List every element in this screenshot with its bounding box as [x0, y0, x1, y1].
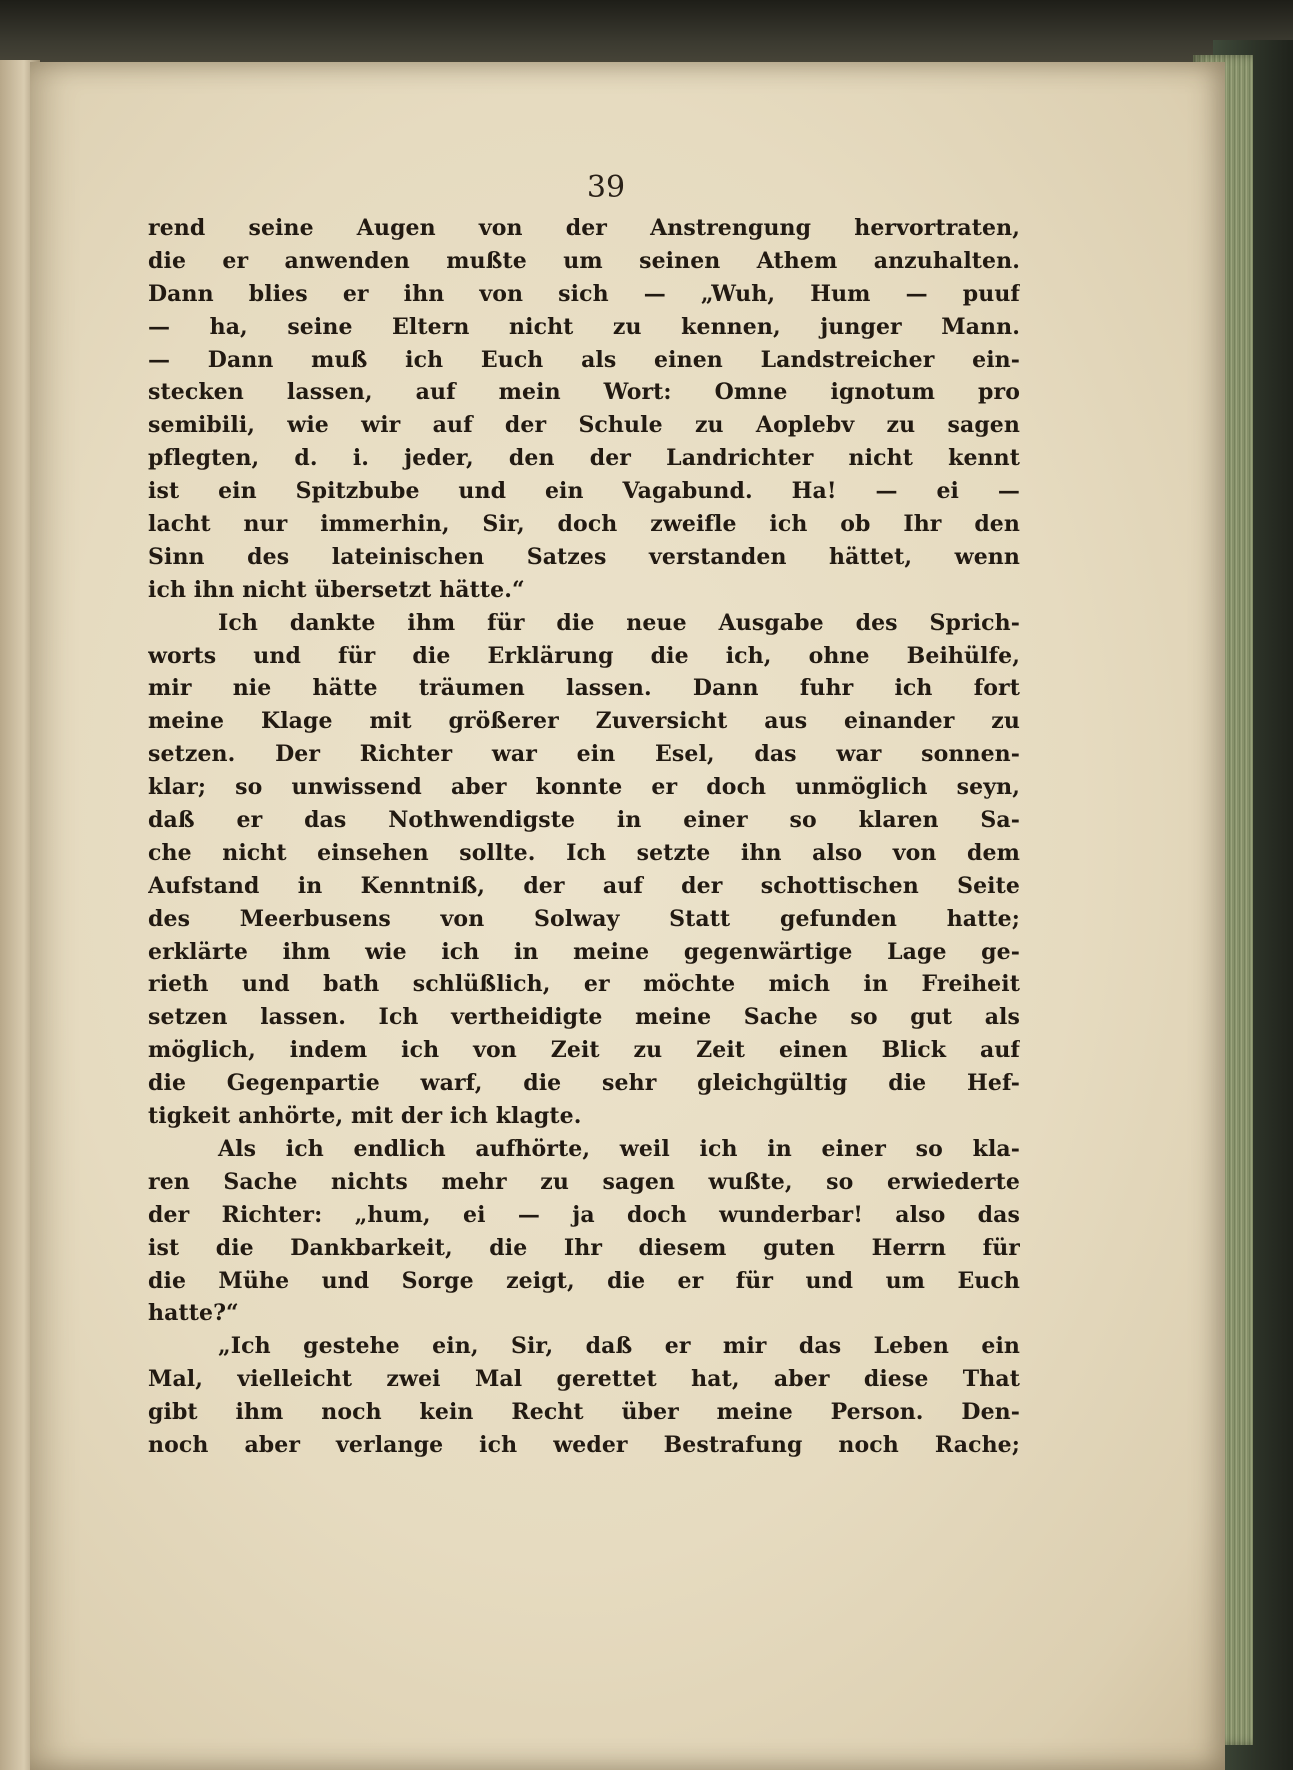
text-line: hatte?“ [148, 1300, 239, 1327]
text-line: Sinn des lateinischen Satzes verstanden hättet, wenn [148, 543, 1020, 570]
text-line: noch aber verlange ich weder Bestrafung noch Rache; [148, 1431, 1020, 1458]
text-line: che nicht einsehen sollte. Ich setzte ihn also von dem [148, 839, 1020, 866]
text-line: worts und für die Erklärung die ich, ohne Beihülfe, [148, 642, 1020, 669]
text-line: des Meerbusens von Solway Statt gefunden hatte; [148, 905, 1020, 932]
text-line: tigkeit anhörte, mit der ich klagte. [148, 1103, 582, 1130]
text-line: rieth und bath schlüßlich, er möchte mich in Freiheit [148, 971, 1020, 998]
text-line: ich ihn nicht übersetzt hätte.“ [148, 576, 525, 603]
text-line: setzen lassen. Ich vertheidigte meine Sache so gut als [148, 1004, 1020, 1031]
text-line: mir nie hätte träumen lassen. Dann fuhr ich fort [148, 675, 1020, 702]
text-line: ist ein Spitzbube und ein Vagabund. Ha! — ei — [148, 478, 1020, 505]
text-line: die Gegenpartie warf, die sehr gleichgültig die Hef- [148, 1070, 1020, 1097]
text-line: der Richter: „hum, ei — ja doch wunderbar! also das [148, 1201, 1020, 1228]
book-page [30, 62, 1225, 1770]
book-cover-top-edge [0, 0, 1293, 70]
text-line: „Ich gestehe ein, Sir, daß er mir das Leben ein [218, 1333, 1020, 1360]
text-line: — Dann muß ich Euch als einen Landstreicher ein- [148, 346, 1020, 373]
text-line: ist die Dankbarkeit, die Ihr diesem guten Herrn für [148, 1234, 1020, 1261]
text-line: Mal, vielleicht zwei Mal gerettet hat, aber diese That [148, 1366, 1020, 1393]
text-line: Ich dankte ihm für die neue Ausgabe des Sprich- [218, 609, 1020, 636]
text-line: möglich, indem ich von Zeit zu Zeit einen Blick auf [148, 1037, 1020, 1064]
text-line: daß er das Nothwendigste in einer so klaren Sa- [148, 807, 1020, 834]
text-line: stecken lassen, auf mein Wort: Omne ignotum pro [148, 379, 1020, 406]
text-line: Als ich endlich aufhörte, weil ich in einer so kla- [218, 1135, 1020, 1162]
body-text [148, 212, 1020, 1462]
page-number: 39 [586, 170, 626, 205]
text-line: meine Klage mit größerer Zuversicht aus einander zu [148, 708, 1020, 735]
text-line: gibt ihm noch kein Recht über meine Person. Den- [148, 1399, 1020, 1426]
text-line: Dann blies er ihn von sich — „Wuh, Hum — puuf [148, 280, 1020, 307]
text-line: erklärte ihm wie ich in meine gegenwärtige Lage ge- [148, 938, 1020, 965]
text-line: lacht nur immerhin, Sir, doch zweifle ich ob Ihr den [148, 511, 1020, 538]
text-line: rend seine Augen von der Anstrengung hervortraten, [148, 215, 1020, 241]
text-line: die Mühe und Sorge zeigt, die er für und um Euch [148, 1267, 1020, 1294]
text-line: pflegten, d. i. jeder, den der Landrichter nicht kennt [148, 445, 1020, 472]
text-line: semibili, wie wir auf der Schule zu Aoplebv zu sagen [148, 412, 1020, 439]
text-line: — ha, seine Eltern nicht zu kennen, junger Mann. [148, 313, 1020, 340]
text-line: ren Sache nichts mehr zu sagen wußte, so erwiederte [148, 1168, 1020, 1195]
text-line: klar; so unwissend aber konnte er doch unmöglich seyn, [148, 774, 1020, 801]
text-line: die er anwenden mußte um seinen Athem anzuhalten. [148, 247, 1020, 274]
text-line: Aufstand in Kenntniß, der auf der schottischen Seite [148, 872, 1020, 899]
text-line: setzen. Der Richter war ein Esel, das war sonnen- [148, 741, 1020, 768]
